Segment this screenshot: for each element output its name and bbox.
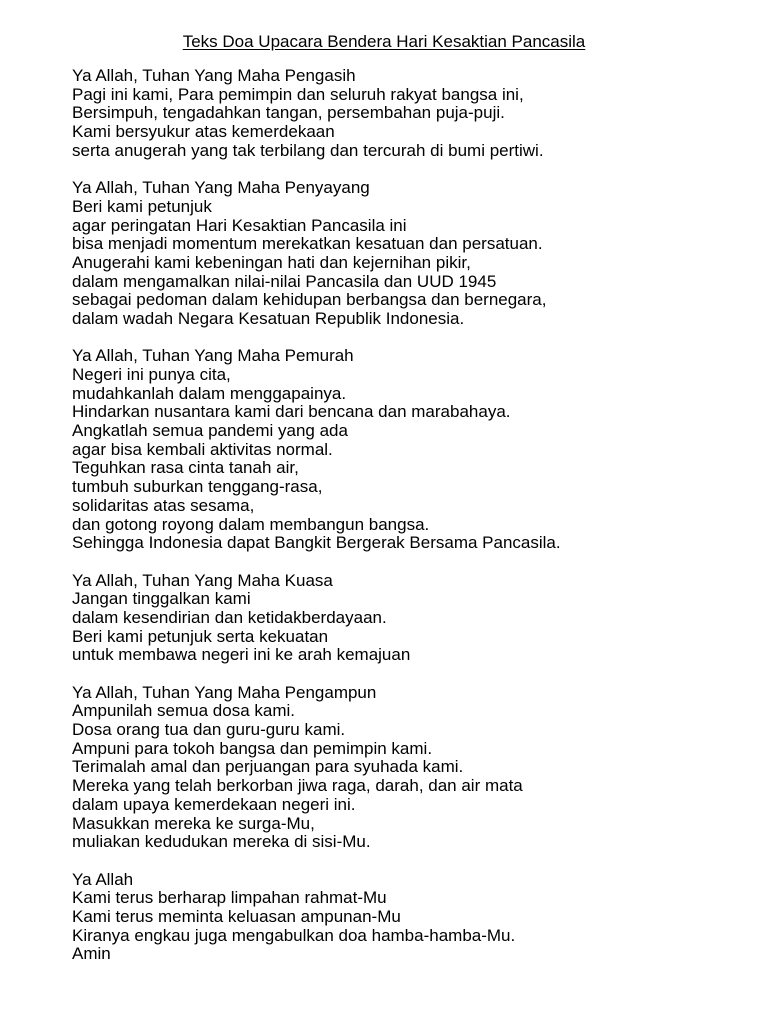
prayer-line: agar bisa kembali aktivitas normal. [72, 439, 333, 459]
prayer-line: sebagai pedoman dalam kehidupan berbangsa dan bernegara, [72, 290, 547, 310]
prayer-stanza [72, 179, 752, 329]
prayer-line: Kami bersyukur atas kemerdekaan [72, 122, 335, 142]
prayer-line: dalam kesendirian dan ketidakberdayaan. [72, 607, 387, 627]
stanza-heading-line: Ya Allah, Tuhan Yang Maha Pemurah [72, 346, 354, 366]
prayer-stanza [72, 572, 752, 665]
prayer-line: Bersimpuh, tengadahkan tangan, persembahan puja-puji. [72, 103, 505, 123]
prayer-stanza [72, 684, 752, 852]
stanza-heading-line: Ya Allah, Tuhan Yang Maha Kuasa [72, 570, 333, 590]
document-title: Teks Doa Upacara Bendera Hari Kesaktian Pancasila [182, 32, 586, 51]
prayer-line: Beri kami petunjuk [72, 196, 212, 216]
prayer-line: Kami terus meminta keluasan ampunan-Mu [72, 906, 401, 926]
prayer-line: Anugerahi kami kebeningan hati dan kejernihan pikir, [72, 252, 471, 272]
prayer-line: dan gotong royong dalam membangun bangsa. [72, 514, 430, 534]
prayer-line: dalam upaya kemerdekaan negeri ini. [72, 794, 356, 814]
prayer-body [72, 67, 752, 983]
prayer-stanza [72, 67, 752, 160]
prayer-line: Amin [72, 944, 111, 964]
prayer-line: agar peringatan Hari Kesaktian Pancasila ini [72, 215, 407, 235]
stanza-heading-line: Ya Allah, Tuhan Yang Maha Pengasih [72, 66, 356, 85]
prayer-line: bisa menjadi momentum merekatkan kesatuan dan persatuan. [72, 234, 543, 254]
prayer-line: Kiranya engkau juga mengabulkan doa hamba-hamba-Mu. [72, 925, 516, 945]
stanza-heading-line: Ya Allah, Tuhan Yang Maha Penyayang [72, 178, 370, 198]
prayer-line: Sehingga Indonesia dapat Bangkit Bergerak Bersama Pancasila. [72, 533, 561, 553]
prayer-line: Ampuni para tokoh bangsa dan pemimpin kami. [72, 738, 433, 758]
prayer-line: Mereka yang telah berkorban jiwa raga, darah, dan air mata [72, 776, 523, 796]
prayer-line: Ampunilah semua dosa kami. [72, 701, 296, 721]
prayer-stanza [72, 347, 752, 553]
prayer-line: Jangan tinggalkan kami [72, 589, 251, 609]
stanza-heading-line: Ya Allah, Tuhan Yang Maha Pengampun [72, 682, 377, 702]
prayer-line: Pagi ini kami, Para pemimpin dan seluruh rakyat bangsa ini, [72, 84, 524, 104]
prayer-line: untuk membawa negeri ini ke arah kemajuan [72, 645, 411, 665]
prayer-stanza [72, 871, 752, 964]
prayer-line: tumbuh suburkan tenggang-rasa, [72, 477, 323, 497]
prayer-line: Angkatlah semua pandemi yang ada [72, 421, 348, 441]
prayer-line: mudahkanlah dalam menggapainya. [72, 383, 347, 403]
prayer-line: solidaritas atas sesama, [72, 495, 255, 515]
prayer-line: serta anugerah yang tak terbilang dan tercurah di bumi pertiwi. [72, 140, 544, 160]
stanza-heading-line: Ya Allah [72, 869, 134, 889]
prayer-line: Dosa orang tua dan guru-guru kami. [72, 720, 346, 740]
prayer-line: Terimalah amal dan perjuangan para syuhada kami. [72, 757, 464, 777]
prayer-line: Beri kami petunjuk serta kekuatan [72, 626, 329, 646]
prayer-line: dalam mengamalkan nilai-nilai Pancasila dan UUD 1945 [72, 271, 497, 291]
prayer-line: Kami terus berharap limpahan rahmat-Mu [72, 888, 387, 908]
prayer-line: muliakan kedudukan mereka di sisi-Mu. [72, 832, 371, 852]
prayer-line: Hindarkan nusantara kami dari bencana dan marabahaya. [72, 402, 511, 422]
prayer-line: dalam wadah Negara Kesatuan Republik Indonesia. [72, 308, 465, 328]
prayer-line: Masukkan mereka ke surga-Mu, [72, 813, 315, 833]
prayer-line: Teguhkan rasa cinta tanah air, [72, 458, 299, 478]
prayer-line: Negeri ini punya cita, [72, 365, 231, 384]
